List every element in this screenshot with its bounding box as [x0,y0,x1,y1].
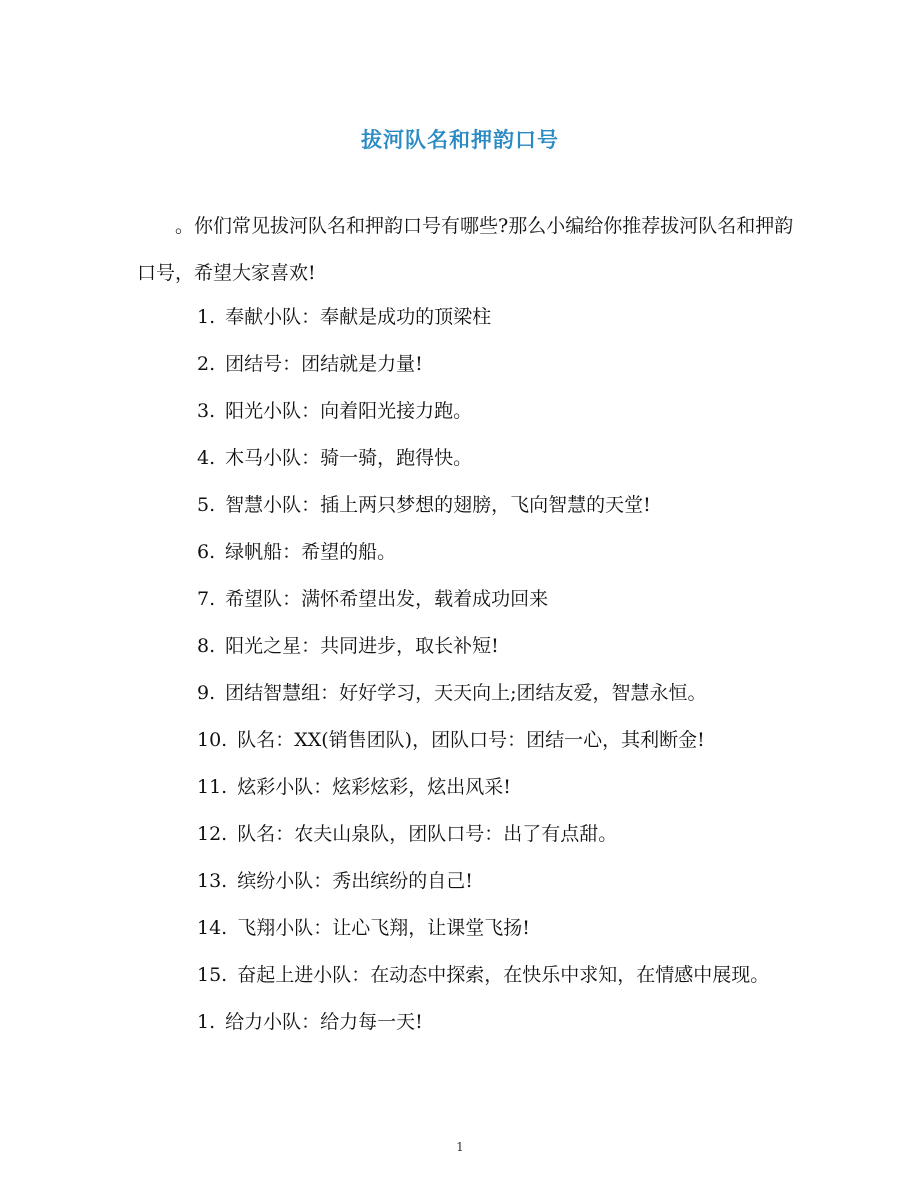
item-text: 给力小队：给力每一天! [225,1011,423,1033]
list-item [137,341,797,388]
item-text: 炫彩小队：炫彩炫彩，炫出风采! [237,776,511,798]
item-number: 8. [197,635,216,657]
list-item [137,764,797,811]
item-number: 11. [197,776,228,798]
list-item [137,482,797,529]
list-item [137,952,797,999]
list-item [137,623,797,670]
item-text: 团结智慧组：好好学习，天天向上;团结友爱，智慧永恒。 [225,682,707,704]
list-item [137,717,797,764]
item-number: 12. [197,823,228,845]
item-number: 14. [197,917,228,939]
slogan-list [137,294,797,1046]
item-number: 15. [197,964,228,986]
list-item [137,905,797,952]
item-text: 木马小队：骑一骑，跑得快。 [225,447,473,469]
item-text: 阳光之星：共同进步，取长补短! [225,635,499,657]
item-text: 缤纷小队：秀出缤纷的自己! [237,870,473,892]
item-number: 5. [197,494,216,516]
list-item [137,999,797,1046]
list-item [137,811,797,858]
item-number: 4. [197,447,216,469]
item-text: 奉献小队：奉献是成功的顶梁柱 [225,306,492,328]
list-item [137,529,797,576]
list-item [137,388,797,435]
item-number: 1. [197,1011,216,1033]
list-item [137,435,797,482]
item-text: 希望队：满怀希望出发，载着成功回来 [225,588,549,610]
item-number: 10. [197,729,228,751]
intro-paragraph: 。你们常见拔河队名和押韵口号有哪些?那么小编给你推荐拔河队名和押韵口号，希望大家喜欢! [137,215,794,284]
document-title: 拔河队名和押韵口号 [361,128,559,152]
list-item [137,576,797,623]
item-text: 绿帆船：希望的船。 [225,541,397,563]
item-text: 团结号：团结就是力量! [225,353,423,375]
item-number: 2. [197,353,216,375]
item-text: 阳光小队：向着阳光接力跑。 [225,400,473,422]
item-number: 1. [197,306,216,328]
item-text: 智慧小队：插上两只梦想的翅膀，飞向智慧的天堂! [225,494,651,516]
item-number: 3. [197,400,216,422]
item-number: 9. [197,682,216,704]
item-text: 队名：XX(销售团队)，团队口号：团结一心，其利断金! [237,729,705,751]
item-text: 飞翔小队：让心飞翔，让课堂飞扬! [237,917,530,939]
item-text: 奋起上进小队：在动态中探索，在快乐中求知，在情感中展现。 [237,964,770,986]
list-item [137,294,797,341]
item-number: 13. [197,870,228,892]
item-number: 6. [197,541,216,563]
item-text: 队名：农夫山泉队，团队口号：出了有点甜。 [237,823,618,845]
page-number: 1 [456,1140,464,1154]
list-item [137,858,797,905]
item-number: 7. [197,588,216,610]
list-item [137,670,797,717]
